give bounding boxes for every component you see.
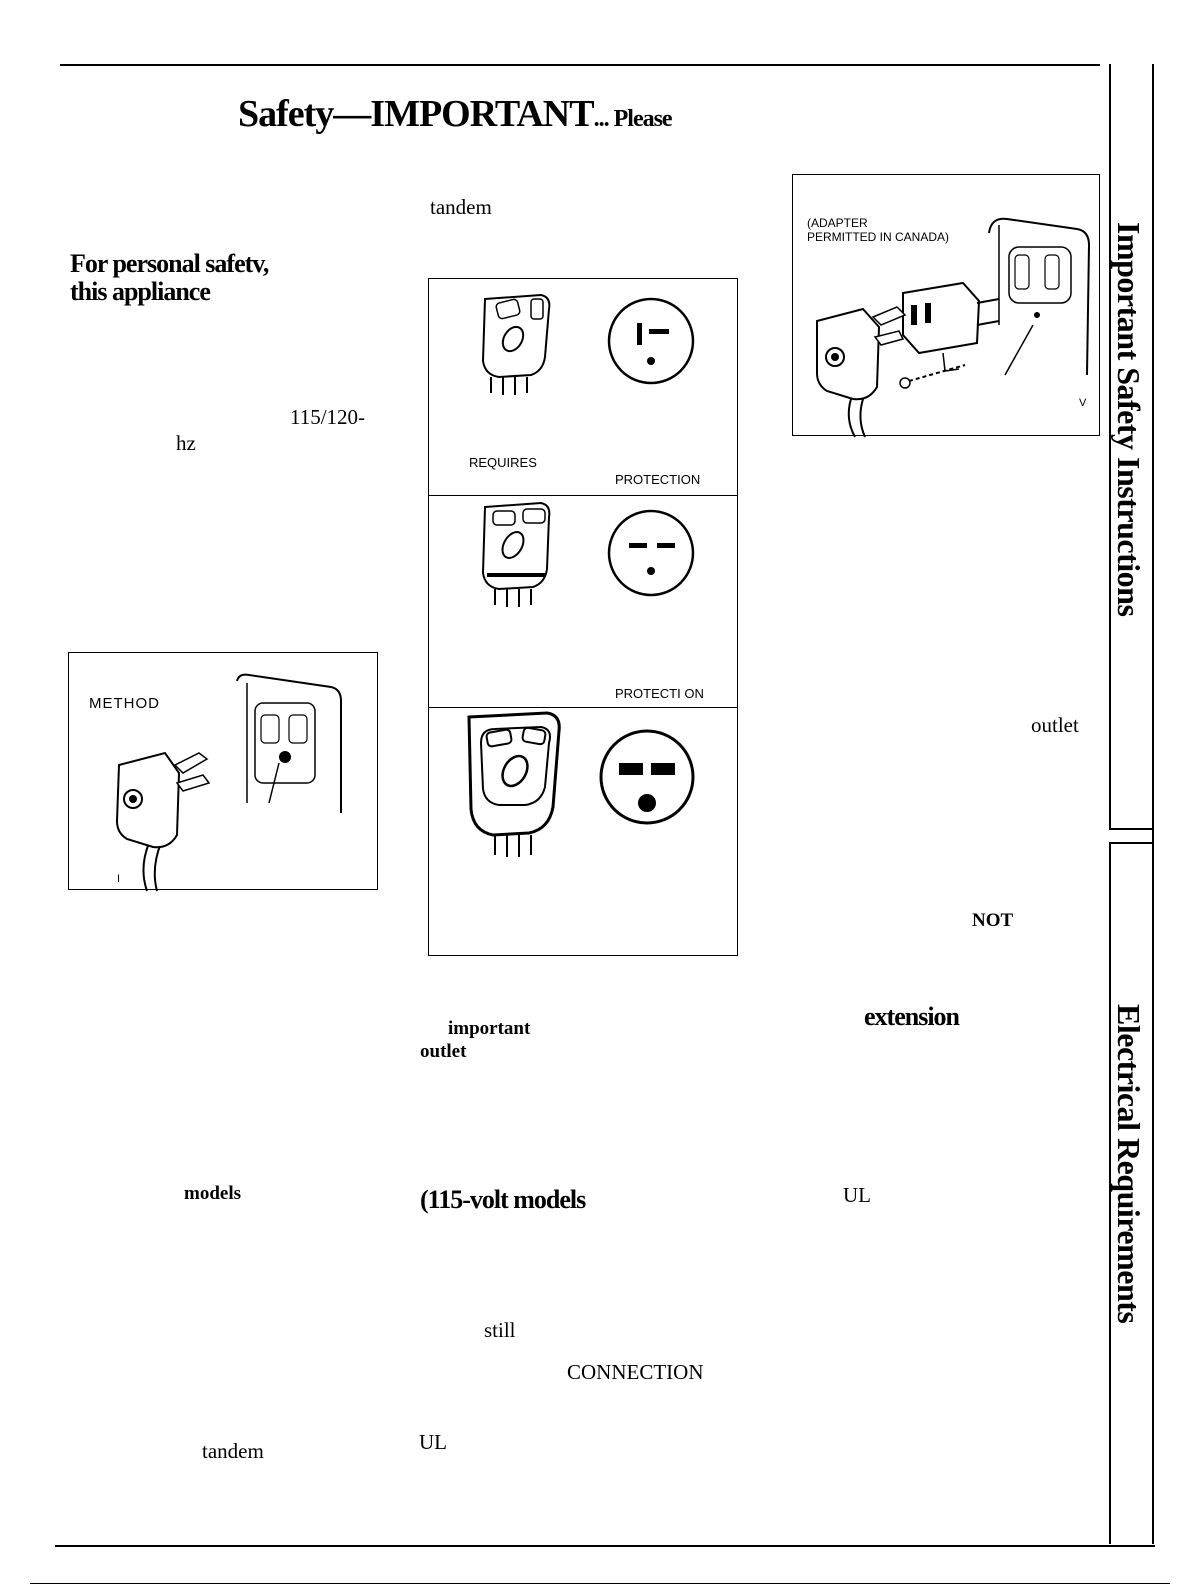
plug-panel-1 <box>429 279 737 496</box>
side-tab-outer-line <box>1152 64 1154 1544</box>
footer-rule <box>30 1583 1170 1584</box>
personal-safety-heading-line1: For personal safetv, <box>70 249 269 278</box>
models-115-heading: (115-volt models <box>420 1185 586 1214</box>
top-rule <box>60 64 1100 66</box>
title-suffix: ... Please <box>593 106 672 132</box>
not-text: NOT <box>972 910 1014 931</box>
adapter-mark: V <box>1079 397 1087 409</box>
important-text: important <box>448 1018 531 1039</box>
method-label: METHOD <box>89 695 160 712</box>
tandem-text-middle: tandem <box>430 195 492 219</box>
requires-caption: REQUIRES <box>469 455 537 470</box>
models-text: models <box>184 1183 241 1204</box>
personal-safety-heading-line2: this appliance <box>70 277 210 306</box>
ul-text-middle: UL <box>419 1430 447 1454</box>
outlet-text-middle: outlet <box>420 1041 467 1062</box>
title-main: Safety—IMPORTANT <box>238 93 594 135</box>
page-title <box>238 92 672 136</box>
side-tab-divider-2 <box>1109 842 1153 844</box>
plug-illustration-2 <box>429 495 737 707</box>
adapter-figure <box>792 174 1100 436</box>
connection-text: CONNECTION <box>567 1360 704 1384</box>
still-text: still <box>484 1318 516 1342</box>
bottom-rule <box>55 1545 1155 1547</box>
ul-text-right: UL <box>843 1183 871 1207</box>
side-tab-divider-1 <box>1109 828 1153 830</box>
tandem-text-left: tandem <box>202 1439 264 1463</box>
adapter-label-line1: (ADAPTER <box>807 216 868 230</box>
figure-mark: I <box>117 873 121 885</box>
side-tab-important-safety-instructions[interactable]: Important Safety Instructions <box>1111 222 1147 617</box>
plug-types-panel <box>428 278 738 956</box>
side-tab-electrical-requirements[interactable]: Electrical Requirements <box>1111 1004 1147 1324</box>
outlet-text-right: outlet <box>1031 713 1079 737</box>
adapter-illustration <box>793 175 1101 437</box>
plug-illustration-3 <box>429 707 737 955</box>
voltage-text: 115/120- <box>290 405 366 429</box>
hz-text: hz <box>176 431 196 455</box>
protection-caption-1: PROTECTION <box>615 472 701 487</box>
extension-heading: extension <box>864 1002 959 1031</box>
plug-panel-3 <box>429 707 737 955</box>
protection-caption-2: PROTECTI ON <box>615 686 704 701</box>
plug-into-outlet-illustration <box>69 653 379 891</box>
grounding-method-figure <box>68 652 378 890</box>
plug-panel-2 <box>429 495 737 708</box>
adapter-label-line2: PERMITTED IN CANADA) <box>807 230 950 244</box>
